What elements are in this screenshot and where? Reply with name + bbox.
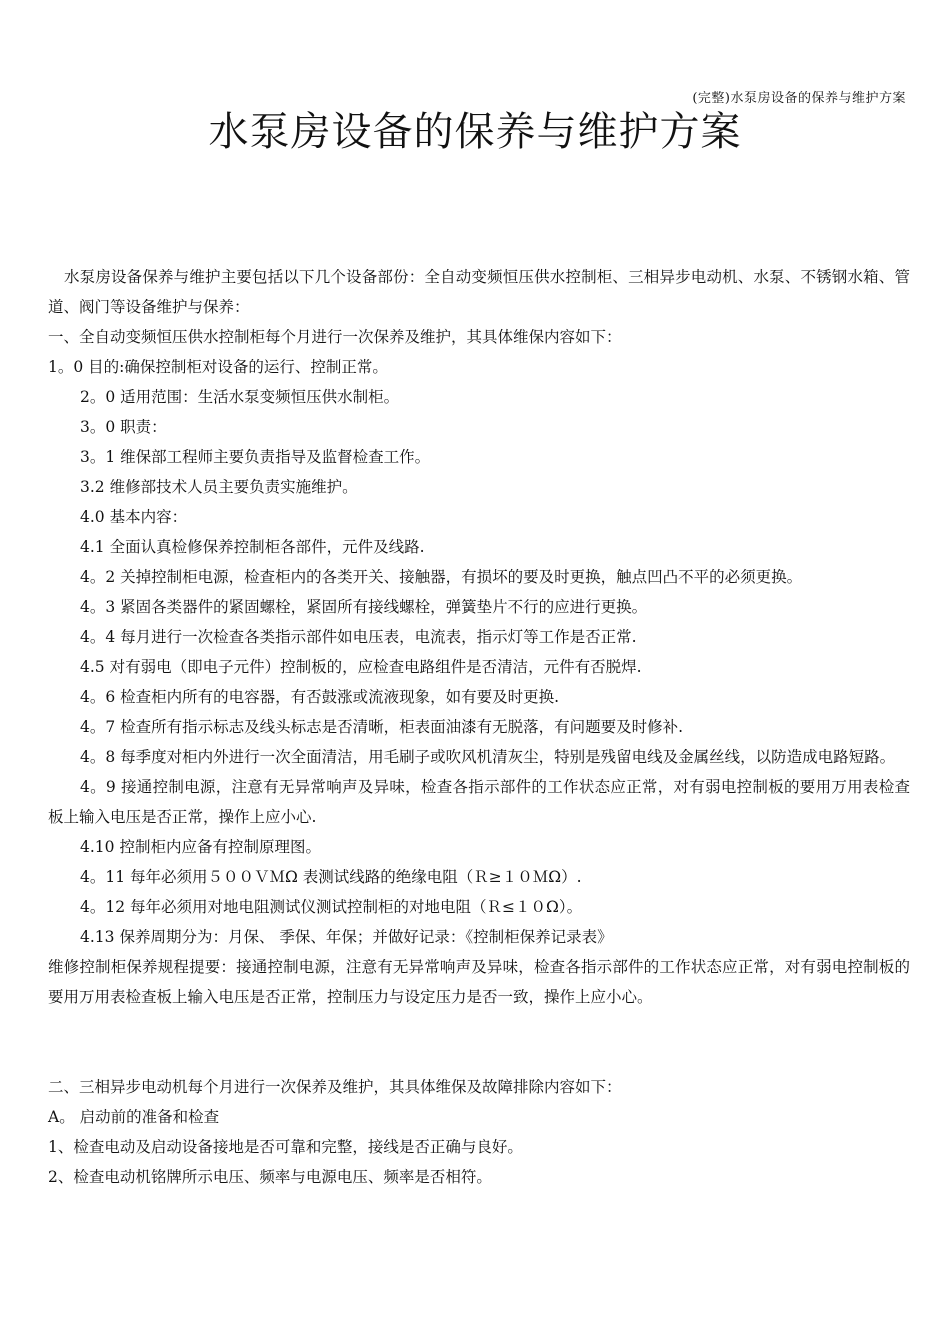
list-item: 4。11 每年必须用５００ＶＭΩ 表测试线路的绝缘电阻（Ｒ≥１０ＭΩ）.: [80, 868, 582, 886]
list-item: 4.13 保养周期分为：月保、 季保、年保；并做好记录：《控制柜保养记录表》: [80, 928, 613, 946]
list-item: 4。4 每月进行一次检查各类指示部件如电压表，电流表，指示灯等工作是否正常.: [80, 628, 637, 646]
list-item: 4。9 接通控制电源，注意有无异常响声及异味，检查各指示部件的工作状态应正常，对有弱电控制板的要用万用表检查板上输入电压是否正常，操作上应小心.: [48, 778, 910, 826]
list-item: 4。12 每年必须用对地电阻测试仪测试控制柜的对地电阻（Ｒ≤１０Ω）。: [80, 898, 583, 916]
list-item: 4。6 检查柜内所有的电容器，有否鼓涨或流液现象，如有要及时更换.: [80, 688, 560, 706]
header-note: (完整)水泵房设备的保养与维护方案: [692, 91, 906, 106]
list-item: 1。0 目的:确保控制柜对设备的运行、控制正常。: [48, 358, 388, 376]
list-item: 3。0 职责：: [80, 418, 167, 436]
list-item: 3.2 维修部技术人员主要负责实施维护。: [80, 478, 358, 496]
intro-paragraph: 水泵房设备保养与维护主要包括以下几个设备部份：全自动变频恒压供水控制柜、三相异步电动机、水泵、不锈钢水箱、管道、阀门等设备维护与保养：: [48, 268, 910, 316]
list-item: 4。8 每季度对柜内外进行一次全面清洁，用毛刷子或吹风机清灰尘，特别是残留电线及金属丝线，以防造成电路短路。: [80, 748, 896, 766]
section-1-heading: 一、全自动变频恒压供水控制柜每个月进行一次保养及维护，其具体维保内容如下：: [48, 328, 622, 346]
list-item: 4。7 检查所有指示标志及线头标志是否清晰，柜表面油漆有无脱落，有问题要及时修补.: [80, 718, 684, 736]
list-item: 4。2 关掉控制柜电源，检查柜内的各类开关、接触器，有损坏的要及时更换，触点凹凸不平的必须更换。: [80, 568, 803, 586]
page-title: 水泵房设备的保养与维护方案: [208, 109, 742, 155]
list-item: 1、检查电动及启动设备接地是否可靠和完整，接线是否正确与良好。: [48, 1138, 523, 1156]
subsection-a-heading: A。 启动前的准备和检查: [48, 1108, 220, 1126]
list-item: 4.0 基本内容：: [80, 508, 188, 526]
list-item: 4.5 对有弱电（即电子元件）控制板的，应检查电路组件是否清洁，元件有否脱焊.: [80, 658, 642, 676]
list-item: 4.1 全面认真检修保养控制柜各部件，元件及线路.: [80, 538, 425, 556]
section-spacer: [48, 1012, 910, 1072]
list-item: 3。1 维保部工程师主要负责指导及监督检查工作。: [80, 448, 431, 466]
list-item: 2、检查电动机铭牌所示电压、频率与电源电压、频率是否相符。: [48, 1168, 492, 1186]
document-body: [48, 262, 910, 1192]
list-item: 4。3 紧固各类器件的紧固螺栓，紧固所有接线螺栓，弹簧垫片不行的应进行更换。: [80, 598, 648, 616]
maintenance-note: 维修控制柜保养规程提要：接通控制电源，注意有无异常响声及异味，检查各指示部件的工作状态应正常，对有弱电控制板的要用万用表检查板上输入电压是否正常，控制压力与设定压力是否一致，操作上应小心。: [48, 958, 910, 1006]
list-item: 2。0 适用范围：生活水泵变频恒压供水制柜。: [80, 388, 400, 406]
list-item: 4.10 控制柜内应备有控制原理图。: [80, 838, 321, 856]
section-2-heading: 二、三相异步电动机每个月进行一次保养及维护，其具体维保及故障排除内容如下：: [48, 1078, 622, 1096]
